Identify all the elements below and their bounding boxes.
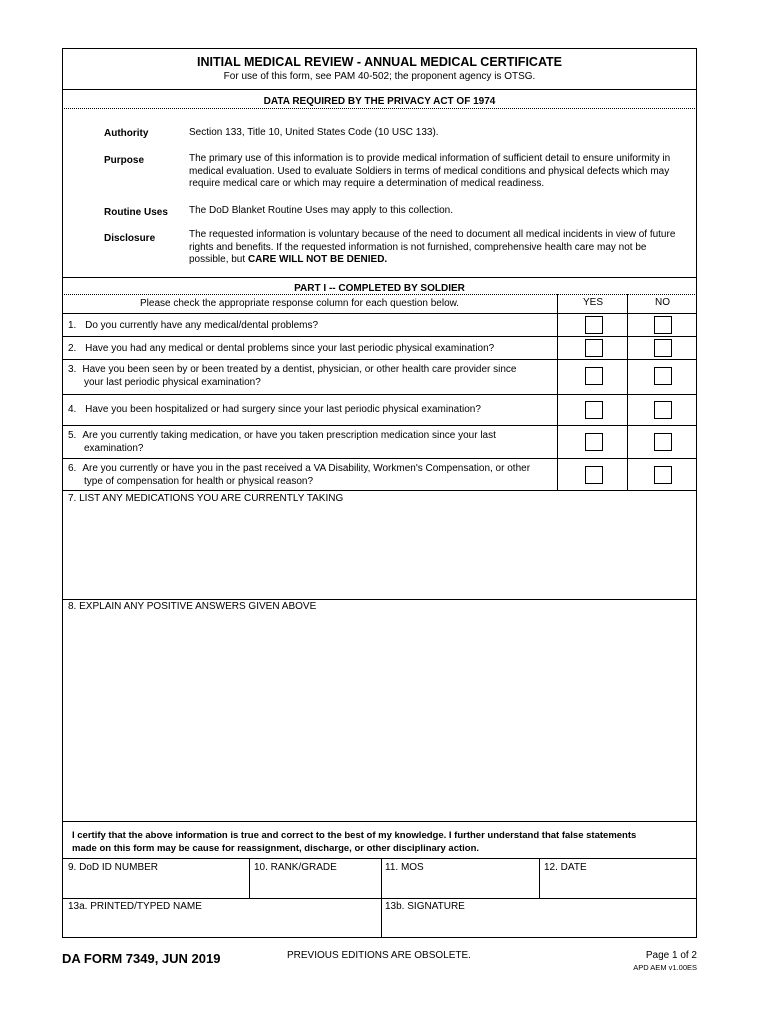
- medications-textarea[interactable]: [64, 506, 695, 598]
- disclosure-prefix: possible, but: [189, 254, 248, 265]
- date-label: 12. DATE: [544, 862, 587, 873]
- part1-instruction: Please check the appropriate response column for each question below.: [140, 298, 460, 309]
- purpose-line: require medical care or which may require a determination of medical readiness.: [189, 178, 545, 189]
- question-2: [68, 343, 494, 356]
- mos-label: 11. MOS: [385, 862, 424, 873]
- question-number: 3.: [68, 364, 77, 375]
- question-number: 4.: [68, 404, 77, 415]
- question-1: [68, 320, 318, 333]
- authority-label: Authority: [104, 128, 149, 139]
- printed-name-field[interactable]: [64, 914, 379, 936]
- divider: [62, 313, 697, 314]
- divider: [62, 394, 697, 395]
- column-divider: [249, 858, 250, 898]
- signature-field[interactable]: [383, 914, 695, 936]
- purpose-line: The primary use of this information is to provide medical information of sufficient detail to ensure uniformity in: [189, 153, 671, 164]
- divider: [62, 490, 697, 491]
- routine-uses-label: Routine Uses: [104, 207, 168, 218]
- column-divider: [557, 294, 558, 490]
- divider: [62, 108, 697, 109]
- certification-statement: [72, 829, 636, 855]
- q6-yes-checkbox[interactable]: [585, 466, 603, 484]
- question-text: Have you been hospitalized or had surgery since your last periodic physical examination?: [85, 404, 481, 415]
- disclosure-line: rights and benefits. If the requested information is not furnished, comprehensive health care may not be: [189, 241, 647, 253]
- dod-id-label: 9. DoD ID NUMBER: [68, 862, 159, 873]
- question-text: examination?: [84, 442, 144, 454]
- q5-yes-checkbox[interactable]: [585, 433, 603, 451]
- question-text: Are you currently or have you in the past received a VA Disability, Workmen's Compensation, or other: [82, 463, 531, 474]
- question-6: [68, 463, 530, 488]
- divider: [62, 599, 697, 600]
- question-7-label: 7. LIST ANY MEDICATIONS YOU ARE CURRENTLY TAKING: [68, 493, 344, 504]
- question-number: 5.: [68, 430, 77, 441]
- care-not-denied: CARE WILL NOT BE DENIED.: [247, 254, 388, 265]
- q2-yes-checkbox[interactable]: [585, 339, 603, 357]
- question-text: your last periodic physical examination?: [84, 376, 261, 388]
- purpose-label: Purpose: [104, 155, 145, 166]
- form-version-code: APD AEM v1.00ES: [633, 963, 697, 972]
- divider: [62, 89, 697, 90]
- divider: [62, 277, 697, 278]
- question-text: type of compensation for health or physical reason?: [84, 475, 314, 487]
- no-column-header: NO: [655, 297, 670, 308]
- yes-column-header: YES: [583, 297, 604, 308]
- certification-line: I certify that the above information is true and correct to the best of my knowledge. I further understand that false statements: [72, 830, 637, 841]
- question-text: Have you been seen by or been treated by a dentist, physician, or other health care provider since: [82, 364, 517, 375]
- form-title: INITIAL MEDICAL REVIEW - ANNUAL MEDICAL CERTIFICATE: [196, 55, 563, 69]
- q2-no-checkbox[interactable]: [654, 339, 672, 357]
- purpose-text: [189, 153, 670, 191]
- question-number: 6.: [68, 463, 77, 474]
- q5-no-checkbox[interactable]: [654, 433, 672, 451]
- question-text: Are you currently taking medication, or have you taken prescription medication since your last: [82, 430, 496, 441]
- column-divider: [627, 294, 628, 490]
- q4-yes-checkbox[interactable]: [585, 401, 603, 419]
- divider: [62, 458, 697, 459]
- page-number: Page 1 of 2: [645, 950, 697, 961]
- rank-field[interactable]: [251, 875, 379, 897]
- printed-name-label: 13a. PRINTED/TYPED NAME: [68, 901, 202, 912]
- q3-yes-checkbox[interactable]: [585, 367, 603, 385]
- purpose-line: medical evaluation. Used to evaluate Soldiers in terms of medical conditions and physical defects which may: [189, 165, 670, 177]
- divider: [62, 336, 697, 337]
- signature-label: 13b. SIGNATURE: [385, 901, 465, 912]
- form-number: DA FORM 7349, JUN 2019: [62, 951, 221, 966]
- question-3: [68, 364, 517, 389]
- obsolete-notice: PREVIOUS EDITIONS ARE OBSOLETE.: [287, 950, 471, 961]
- q6-no-checkbox[interactable]: [654, 466, 672, 484]
- dod-id-field[interactable]: [64, 875, 247, 897]
- routine-uses-text: The DoD Blanket Routine Uses may apply to this collection.: [189, 205, 454, 216]
- form-subtitle: For use of this form, see PAM 40-502; the proponent agency is OTSG.: [223, 71, 536, 82]
- column-divider: [539, 858, 540, 898]
- divider: [62, 858, 697, 859]
- question-text: Have you had any medical or dental problems since your last periodic physical examination?: [85, 343, 495, 354]
- explanation-textarea[interactable]: [64, 614, 695, 819]
- divider: [62, 425, 697, 426]
- question-4: [68, 404, 481, 417]
- question-8-label: 8. EXPLAIN ANY POSITIVE ANSWERS GIVEN ABOVE: [68, 601, 317, 612]
- disclosure-line: The requested information is voluntary because of the need to document all medical incidents in view of future: [189, 229, 676, 240]
- date-field[interactable]: [541, 875, 695, 897]
- question-text: Do you currently have any medical/dental problems?: [85, 320, 319, 331]
- disclosure-label: Disclosure: [104, 233, 156, 244]
- divider: [62, 898, 697, 899]
- certification-line: made on this form may be cause for reassignment, discharge, or other disciplinary action.: [72, 843, 480, 854]
- q4-no-checkbox[interactable]: [654, 401, 672, 419]
- mos-field[interactable]: [383, 875, 537, 897]
- disclosure-line: [189, 254, 675, 267]
- divider: [62, 821, 697, 822]
- divider: [62, 359, 697, 360]
- disclosure-text: [189, 229, 675, 267]
- divider: [62, 294, 697, 295]
- q3-no-checkbox[interactable]: [654, 367, 672, 385]
- privacy-heading: DATA REQUIRED BY THE PRIVACY ACT OF 1974: [263, 96, 496, 107]
- authority-text: Section 133, Title 10, United States Code (10 USC 133).: [189, 127, 439, 138]
- question-number: 2.: [68, 343, 77, 354]
- rank-label: 10. RANK/GRADE: [254, 862, 337, 873]
- q1-yes-checkbox[interactable]: [585, 316, 603, 334]
- question-5: [68, 430, 496, 455]
- part1-heading: PART I -- COMPLETED BY SOLDIER: [294, 283, 465, 294]
- q1-no-checkbox[interactable]: [654, 316, 672, 334]
- question-number: 1.: [68, 320, 77, 331]
